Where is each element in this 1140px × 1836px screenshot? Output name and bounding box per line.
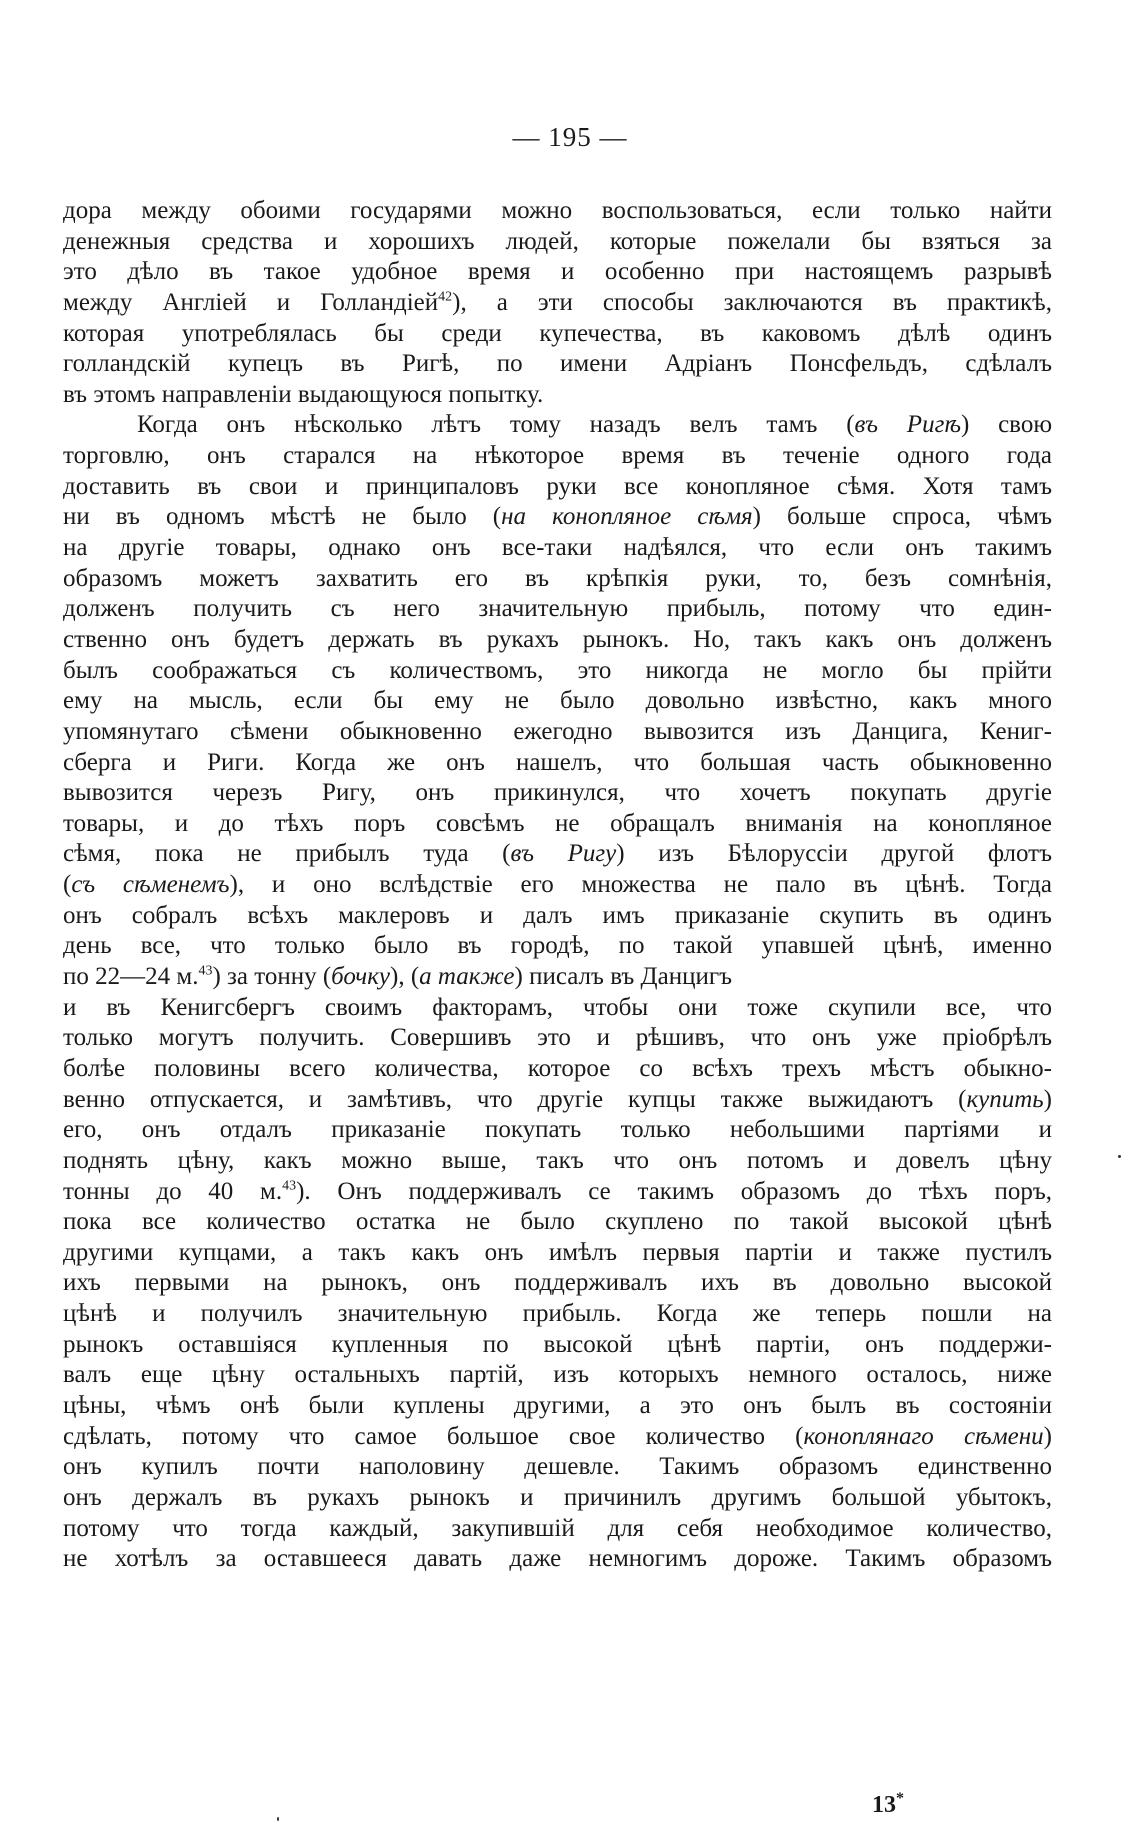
text-run: торговлю, онъ старался на нѣкоторое время въ теченіе одного года [63, 442, 1052, 470]
text-line [63, 349, 1052, 380]
text-run: доставить въ свои и принципаловъ руки все конопляное сѣмя. Хотя тамъ [63, 472, 1052, 500]
italic-gloss: бочку [331, 963, 391, 991]
italic-gloss: на конопляное сѣмя [501, 503, 753, 531]
text-line [63, 1268, 1052, 1299]
text-run: вывозится черезъ Ригу, онъ прикинулся, что хочетъ покупать другіе [63, 779, 1052, 807]
text-run: онъ держалъ въ рукахъ рынокъ и причинилъ другимъ большой убытокъ, [63, 1483, 1052, 1511]
text-run: ) изъ Бѣлоруссіи другой флотъ [616, 840, 1052, 868]
text-run: ). Онъ поддерживалъ се такимъ образомъ до тѣхъ поръ, [296, 1177, 1052, 1205]
text-run: ), ( [390, 963, 420, 991]
text-line [63, 962, 1052, 993]
text-run: другими купцами, а такъ какъ онъ имѣлъ первыя партіи и также пустилъ [63, 1238, 1052, 1266]
italic-gloss: коноплянаго сѣмени [803, 1422, 1044, 1450]
text-run: на другіе товары, однако онъ все-таки надѣялся, что если онъ такимъ [63, 534, 1052, 562]
text-run: поднять цѣну, какъ можно выше, такъ что онъ потомъ и довелъ цѣну [63, 1146, 1052, 1174]
italic-gloss: въ Ригѣ [854, 411, 961, 439]
page-number-header: — 195 — [512, 122, 628, 152]
text-run: по 22—24 м. [63, 963, 199, 991]
text-run: онъ купилъ почти наполовину дешевле. Такимъ образомъ единственно [63, 1453, 1052, 1481]
paragraph [63, 410, 1052, 1574]
text-line [63, 686, 1052, 717]
footnote-ref: 43 [282, 1178, 297, 1194]
text-line [63, 1085, 1052, 1116]
text-line [63, 839, 1052, 870]
footnote-ref: 42 [438, 289, 453, 305]
text-line [63, 288, 1052, 319]
text-line [63, 227, 1052, 258]
text-line [63, 1544, 1052, 1575]
text-run: которая употреблялась бы среди купечества, въ каковомъ дѣлѣ одинъ [63, 319, 1052, 347]
text-run: и въ Кенигсбергъ своимъ факторамъ, чтобы они тоже скупили все, что [63, 993, 1052, 1021]
footnote-ref: 43 [198, 963, 213, 979]
italic-gloss: купить [966, 1085, 1044, 1113]
text-run: образомъ можетъ захватить его въ крѣпкія руки, то, безъ сомнѣнія, [63, 564, 1052, 592]
text-line [63, 778, 1052, 809]
text-line [63, 1177, 1052, 1208]
text-line [63, 870, 1052, 901]
text-line [63, 1360, 1052, 1391]
text-line [63, 564, 1052, 595]
text-line [63, 748, 1052, 779]
text-line [63, 1330, 1052, 1361]
signature-number: 13 [872, 1792, 896, 1818]
text-line [63, 380, 1052, 411]
text-run: ) писалъ въ Данцигъ [514, 963, 733, 991]
text-line [63, 993, 1052, 1024]
italic-gloss: съ сѣменемъ [71, 871, 230, 899]
text-run: день все, что только было въ городѣ, по такой упавшей цѣнѣ, именно [63, 932, 1052, 960]
text-run: цѣны, чѣмъ онѣ были куплены другими, а это онъ былъ въ состояніи [63, 1391, 1052, 1419]
text-line [63, 1483, 1052, 1514]
text-line [63, 1023, 1052, 1054]
text-run: венно отпускается, и замѣтивъ, что другіе купцы также выжидаютъ ( [63, 1085, 967, 1113]
text-run: сѣмя, пока не прибылъ туда ( [63, 840, 511, 868]
text-run: онъ собралъ всѣхъ маклеровъ и далъ имъ приказаніе скупить въ одинъ [63, 901, 1052, 929]
text-run: тонны до 40 м. [63, 1177, 283, 1205]
text-run: ( [63, 871, 72, 899]
text-run: сберга и Риги. Когда же онъ нашелъ, что большая часть обыкновенно [63, 748, 1052, 776]
text-run: сдѣлать, потому что самое большое свое количество ( [63, 1422, 804, 1450]
text-run: ) свою [961, 411, 1052, 439]
text-line [63, 1115, 1052, 1146]
scan-speck [1118, 1155, 1121, 1158]
text-line [63, 410, 1052, 441]
text-run: ) [1043, 1085, 1052, 1113]
text-line [63, 717, 1052, 748]
text-run: ), а эти способы заключаются въ практикѣ, [452, 288, 1053, 316]
text-line [63, 472, 1052, 503]
text-line [63, 809, 1052, 840]
text-run: ) [1043, 1422, 1052, 1450]
text-run: ихъ первыми на рынокъ, онъ поддерживалъ ихъ въ довольно высокой [63, 1269, 1052, 1297]
text-run: цѣнѣ и получилъ значительную прибыль. Когда же теперь пошли на [63, 1300, 1052, 1328]
text-line [63, 257, 1052, 288]
scan-speck [277, 1817, 279, 1821]
italic-gloss: а также [419, 963, 515, 991]
italic-gloss: въ Ригу [510, 840, 617, 868]
text-run: это дѣло въ такое удобное время и особенно при настоящемъ разрывѣ [63, 258, 1052, 286]
text-line [63, 594, 1052, 625]
text-run: въ этомъ направленіи выдающуюся попытку. [63, 380, 544, 408]
text-line [63, 1238, 1052, 1269]
text-line [63, 441, 1052, 472]
text-run: денежныя средства и хорошихъ людей, которые пожелали бы взяться за [63, 227, 1052, 255]
text-run: между Англіей и Голландіей [63, 288, 439, 316]
text-run: долженъ получить съ него значительную прибыль, потому что един- [63, 595, 1052, 623]
text-run: валъ еще цѣну остальныхъ партій, изъ которыхъ немного осталось, ниже [63, 1361, 1052, 1389]
text-run: былъ соображаться съ количествомъ, это никогда не могло бы прійти [63, 656, 1052, 684]
text-line [63, 1054, 1052, 1085]
text-run: пока все количество остатка не было скуплено по такой высокой цѣнѣ [63, 1208, 1052, 1236]
text-run: ) за тонну ( [212, 963, 332, 991]
text-line [63, 901, 1052, 932]
text-line [63, 625, 1052, 656]
text-run: ственно онъ будетъ держать въ рукахъ рынокъ. Но, такъ какъ онъ долженъ [63, 625, 1052, 653]
text-line [63, 656, 1052, 687]
text-run: ни въ одномъ мѣстѣ не было ( [63, 503, 502, 531]
signature-asterisk: * [896, 1790, 904, 1807]
text-line [63, 931, 1052, 962]
text-run: ), и оно вслѣдствіе его множества не пало въ цѣнѣ. Тогда [229, 871, 1052, 899]
text-line [63, 1422, 1052, 1453]
text-run: Когда онъ нѣсколько лѣтъ тому назадъ велъ тамъ ( [137, 411, 855, 439]
text-run: только могутъ получить. Совершивъ это и рѣшивъ, что онъ уже пріобрѣлъ [63, 1024, 1052, 1052]
text-run: упомянутаго сѣмени обыкновенно ежегодно вывозится изъ Данцига, Кениг- [63, 717, 1052, 745]
text-line [63, 1207, 1052, 1238]
text-line [63, 1146, 1052, 1177]
text-line [63, 502, 1052, 533]
signature-mark [872, 1790, 904, 1819]
body-text [63, 196, 1052, 1575]
text-run: голландскій купецъ въ Ригѣ, по имени Адріанъ Понсфельдъ, сдѣлалъ [63, 350, 1052, 378]
text-line [63, 1391, 1052, 1422]
text-run: ему на мысль, если бы ему не было довольно извѣстно, какъ много [63, 687, 1052, 715]
text-line [63, 1514, 1052, 1545]
text-run: рынокъ оставшіяся купленныя по высокой цѣнѣ партіи, онъ поддержи- [63, 1330, 1052, 1358]
text-line [63, 533, 1052, 564]
paragraph [63, 196, 1052, 410]
text-run: его, онъ отдалъ приказаніе покупать только небольшими партіями и [63, 1116, 1052, 1144]
text-line [63, 196, 1052, 227]
text-line [63, 319, 1052, 350]
text-line [63, 1299, 1052, 1330]
text-line [63, 1452, 1052, 1483]
text-run: ) больше спроса, чѣмъ [752, 503, 1052, 531]
text-run: не хотѣлъ за оставшееся давать даже немногимъ дороже. Такимъ образомъ [63, 1545, 1052, 1573]
text-run: дора между обоими государями можно воспользоваться, если только найти [63, 197, 1052, 224]
text-run: болѣе половины всего количества, которое со всѣхъ трехъ мѣстъ обыкно- [63, 1054, 1052, 1082]
text-run: товары, и до тѣхъ поръ совсѣмъ не обращалъ вниманія на конопляное [63, 809, 1052, 837]
text-run: потому что тогда каждый, закупившій для себя необходимое количество, [63, 1514, 1052, 1542]
